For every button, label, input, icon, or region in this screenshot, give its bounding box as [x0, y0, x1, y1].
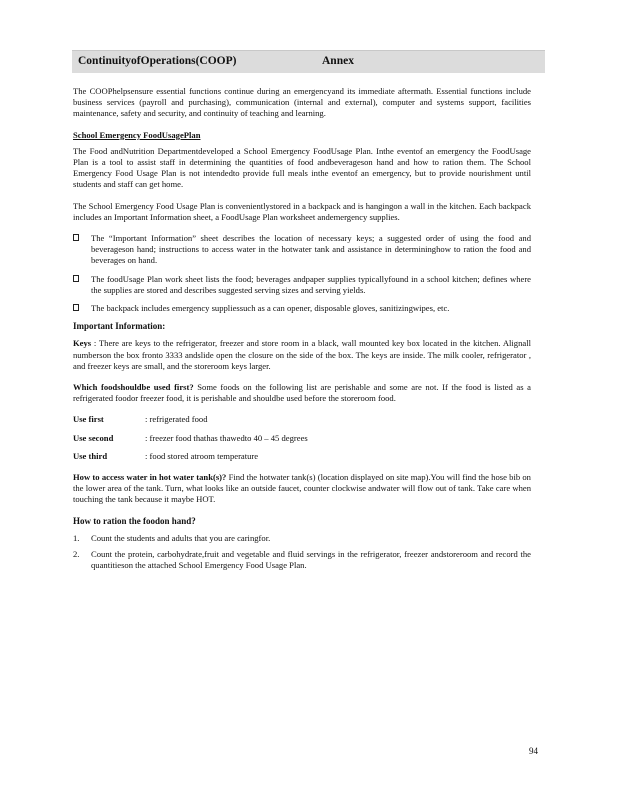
- list-item: [73, 233, 531, 267]
- keys-text: : There are keys to the refrigerator, freezer and store room in a black, wall mounted key box located in the kitchen. Alignall numberson the box fronto 3333 andslide open the closure on the side of the box. The keys are inside. The milk cooler, refrigerator , and freezer keys are small, and the storeroom keys larger.: [73, 338, 531, 371]
- which-label: Which foodshouldbe used first?: [73, 382, 194, 393]
- use-first-row: [73, 414, 531, 425]
- checkbox-bullet-icon: [73, 304, 79, 311]
- which-paragraph: [73, 382, 531, 404]
- list-item: [73, 303, 531, 314]
- keys-label: Keys: [73, 338, 92, 349]
- bullet-text: The foodUsage Plan work sheet lists the food; beverages andpaper supplies typicallyfound in a school kitchen; defines where the supplies are stored and describes suggested serving sizes and serving yields.: [91, 273, 531, 295]
- important-heading: Important Information:: [73, 321, 166, 332]
- content: [73, 86, 531, 577]
- use-first-label: Use first: [73, 414, 104, 425]
- list-item: [73, 274, 531, 296]
- use-second-row: [73, 433, 531, 444]
- header-title: ContinuityofOperations(COOP): [78, 55, 237, 67]
- section-paragraph-2: The School Emergency Food Usage Plan is convenientlystored in a backpack and is hangingon a wall in the kitchen. Each backpack includes an Important Information sheet, a FoodUsage Plan worksheet andemergency supplies.: [73, 200, 531, 222]
- numbered-list: [73, 533, 531, 572]
- list-item: [73, 533, 531, 544]
- use-second-label: Use second: [73, 432, 114, 443]
- water-paragraph: [73, 472, 531, 506]
- bullet-text: The “Important Information” sheet describes the location of necessary keys; a suggested order of using the food and beverageson hand; instructions to access water in the hotwater tank and assistance in determininghow to ration the food and beverages on hand.: [91, 233, 531, 266]
- header-annex: Annex: [322, 55, 354, 67]
- item-number: 1.: [73, 532, 80, 543]
- list-item: [73, 549, 531, 571]
- bullet-list: [73, 233, 531, 314]
- use-third-row: [73, 451, 531, 462]
- use-second-text: : freezer food thathas thawedto 40 – 45 degrees: [145, 432, 308, 443]
- checkbox-bullet-icon: [73, 234, 79, 241]
- use-third-label: Use third: [73, 450, 108, 461]
- bullet-text: The backpack includes emergency suppliessuch as a can opener, disposable gloves, sanitizingwipes, etc.: [91, 303, 450, 314]
- ration-heading: How to ration the foodon hand?: [73, 515, 196, 526]
- intro-paragraph: The COOPhelpsensure essential functions continue during an emergencyand its immediate aftermath. Essential functions include business services (payroll and purchasing), communication (internal and external), computer and systems support, facilities maintenance, safety and security, and continuity of teaching and learning.: [73, 86, 531, 119]
- item-number: 2.: [73, 549, 80, 560]
- which-text: Some foods on the following list are perishable and some are not. If the food is listed as a refrigerated foodor freezer food, it is perishable and shouldbe used before the storeroom food.: [73, 382, 532, 404]
- header-bar: [72, 50, 545, 73]
- checkbox-bullet-icon: [73, 275, 79, 282]
- water-label: How to access water in hot water tank(s)?: [73, 472, 227, 483]
- item-text: Count the protein, carbohydrate,fruit and vegetable and fluid servings in the refrigerator, freezer andstoreroom and record the quantitieson the attached School Emergency Food Usage Plan.: [91, 549, 531, 571]
- item-text: Count the students and adults that you are caringfor.: [91, 532, 271, 543]
- use-third-text: : food stored atroom temperature: [145, 450, 259, 461]
- water-text: Find the hotwater tank(s) (location displayed on site map).You will find the hose bib on the lower area of the tank. Turn, what looks like an outside faucet, counter clockwise andwater will flow out of tank. Take care when touching the tank because it maybe HOT.: [73, 472, 531, 505]
- section-title: School Emergency FoodUsagePlan: [73, 129, 201, 140]
- page-number: 94: [529, 746, 538, 756]
- keys-paragraph: [73, 338, 531, 372]
- section-paragraph-1: The Food andNutrition Departmentdeveloped a School Emergency FoodUsage Plan. Inthe eventof an emergency the FoodUsage Plan is a tool to assist staff in determining the quantities of food andbeverageson hand and how to ration them. The School Emergency Food Usage Plan is not intendedto provide full meals inthe eventof an emergency, but to provide nourishment until students and staff can get home.: [73, 145, 531, 190]
- use-first-text: : refrigerated food: [145, 414, 208, 425]
